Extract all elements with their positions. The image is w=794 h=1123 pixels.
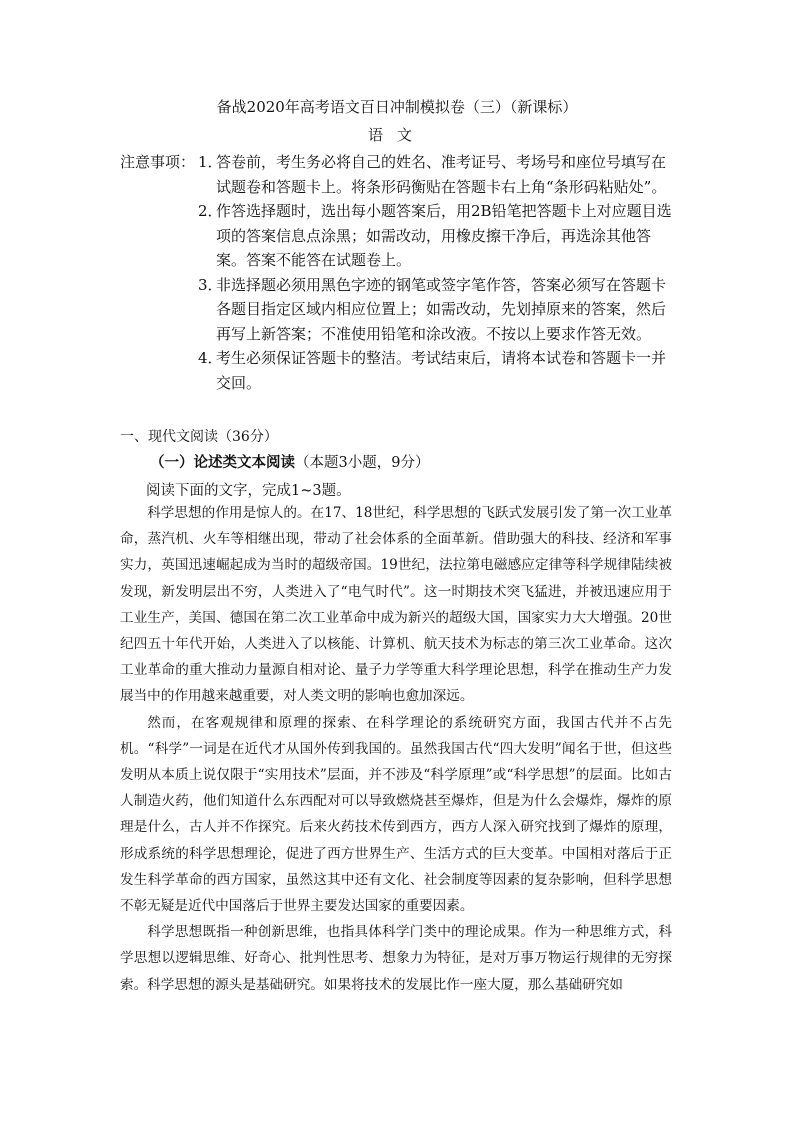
- notice-text: 答卷前，考生务必将自己的姓名、准考证号、考场号和座位号填写在试题卷和答题卡上。将条形码衡贴在答题卡右上角“条形码粘贴处”。: [216, 153, 667, 196]
- reading-instruction: 阅读下面的文字，完成1~3题。: [146, 483, 351, 499]
- subsection-note: （本题3小题，9分）: [295, 455, 430, 471]
- document-title: 备战2020年高考语文百日冲制模拟卷（三）（新课标）: [216, 98, 578, 116]
- notice-item: [120, 346, 680, 395]
- notice-number: 4．: [198, 349, 223, 367]
- notice-number: 1．: [198, 153, 223, 171]
- reading-passage: [120, 500, 672, 998]
- passage-paragraph: 然而，在客观规律和原理的探索、在科学理论的系统研究方面，我国古代并不占先机。“科学”一词是在近代才从国外传到我国的。虽然我国古代“四大发明”闻名于世，但这些发明从本质上说仅限于“实用技术”层面，并不涉及“科学原理”或“科学思想”的层面。比如古人制造火药，他们知道什么东西配对可以导致燃烧甚至爆炸，但是为什么会爆炸，爆炸的原理是什么，古人并不作探究。后来火药技术传到西方，西方人深入研究找到了爆炸的原理，形成系统的科学思想理论，促进了西方世界生产、生活方式的巨大变革。中国相对落后于正发生科学革命的西方国家，虽然这其中还有文化、社会制度等因素的复杂影响，但科学思想不彰无疑是近代中国落后于世界主要发达国家的重要因素。: [120, 714, 672, 915]
- notice-text: 非选择题必须用黑色字迹的钢笔或签字笔作答，答案必须写在答题卡各题目指定区域内相应位置上；如需改动，先划掉原来的答案，然后再写上新答案；不准使用铅笔和涂改液。不按以上要求作答无效。: [216, 275, 667, 343]
- section-heading: 一、现代文阅读（36分）: [120, 429, 278, 445]
- notice-number: 3．: [198, 275, 223, 294]
- notice-item: [120, 199, 680, 273]
- subsection-title: （一）论述类文本阅读: [150, 455, 295, 471]
- notice-text: 作答选择题时，选出每小题答案后，用2B铅笔把答题卡上对应题目选项的答案信息点涂黑；如需改动，用橡皮擦干净后，再选涂其他答案。答案不能答在试题卷上。: [216, 202, 672, 269]
- notice-number: 2．: [198, 202, 223, 220]
- subject-heading: 语文: [367, 126, 426, 144]
- notice-text: 考生必须保证答题卡的整洁。考试结束后，请将本试卷和答题卡一并交回。: [216, 349, 667, 392]
- passage-paragraph: 科学思想既指一种创新思维，也指具体科学门类中的理论成果。作为一种思维方式，科学思想以逻辑思维、好奇心、批判性思考、想象力为特征，是对万事万物运行规律的无穷探索。科学思想的源头是基础研究。如果将技术的发展比作一座大厦，那么基础研究如: [120, 924, 672, 993]
- notice-item: [120, 273, 680, 347]
- notice-item: [120, 150, 680, 199]
- passage-paragraph: 科学思想的作用是惊人的。在17、18世纪，科学思想的飞跃式发展引发了第一次工业革命，蒸汽机、火车等相继出现，带动了社会体系的全面革新。借助强大的科技、经济和军事实力，英国迅速崛起成为当时的超级帝国。19世纪，法拉第电磁感应定律等科学规律陆续被发现，新发明层出不穷，人类进入了“电气时代”。这一时期技术突飞猛进，并被迅速应用于工业生产，美国、德国在第二次工业革命中成为新兴的超级大国，国家实力大大增强。20世纪四五十年代开始，人类进入了以核能、计算机、航天技术为标志的第三次工业革命。这次工业革命的重大推动力量源自相对论、量子力学等重大科学理论思想，科学在推动生产力发展当中的作用越来越重要，对人类文明的影响也愈加深远。: [120, 505, 672, 705]
- notice-label: 注意事项：: [120, 153, 196, 171]
- subsection-heading: [150, 451, 429, 472]
- notice-block: [120, 150, 680, 395]
